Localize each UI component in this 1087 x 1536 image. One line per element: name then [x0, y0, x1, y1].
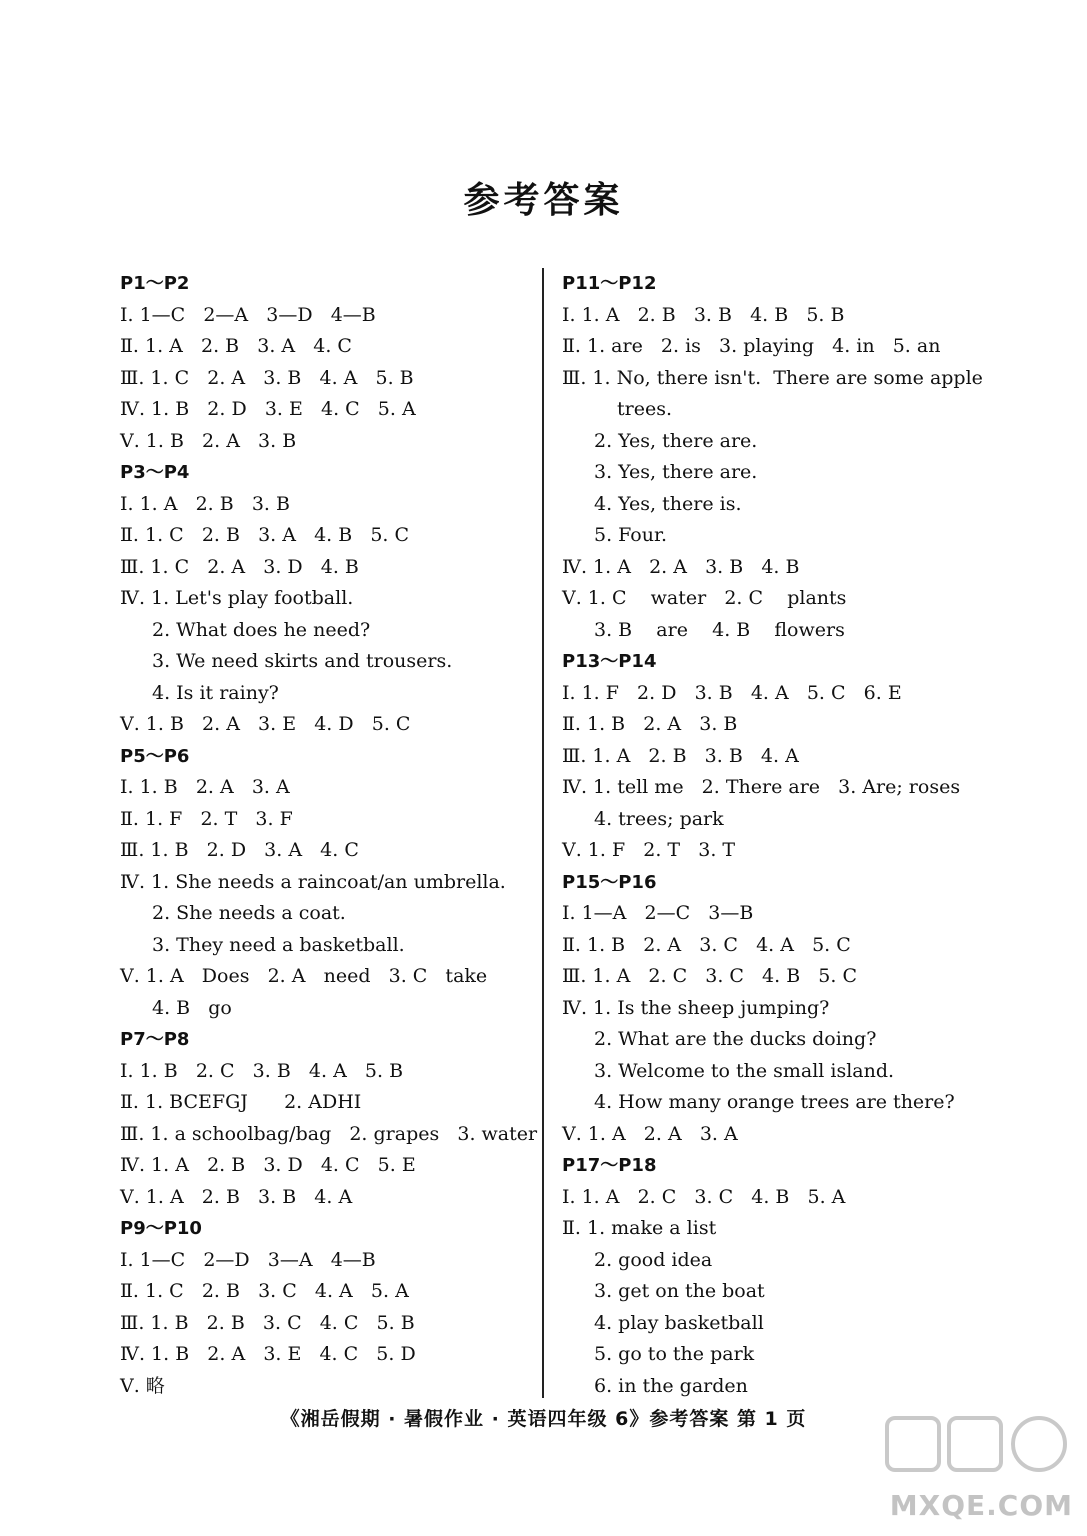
answer-line: 3. They need a basketball. [152, 933, 405, 956]
answer-line: Ⅳ. 1. A 2. A 3. B 4. B [562, 555, 800, 578]
answer-line: Ⅰ. 1. B 2. A 3. A [120, 776, 290, 798]
answer-line: Ⅴ. 1. F 2. T 3. T [562, 839, 736, 861]
answer-line: Ⅰ. 1—C 2—D 3—A 4—B [120, 1248, 376, 1271]
answer-line: Ⅴ. 1. C water 2. C plants [562, 587, 847, 609]
answer-line: Ⅴ. 1. A Does 2. A need 3. C take [120, 965, 488, 987]
answer-line: 2. She needs a coat. [152, 902, 346, 924]
answer-line: trees. [617, 398, 672, 420]
answer-line: 4. Yes, there is. [594, 492, 742, 515]
answer-line: Ⅳ. 1. A 2. B 3. D 4. C 5. E [120, 1154, 416, 1176]
answer-line: Ⅴ. 1. A 2. B 3. B 4. A [120, 1185, 353, 1208]
answer-line: 5. go to the park [594, 1343, 755, 1365]
answer-line: 3. get on the boat [594, 1280, 765, 1302]
column-divider [542, 268, 544, 1398]
answer-line: Ⅰ. 1. F 2. D 3. B 4. A 5. C 6. E [562, 681, 902, 704]
page-footer: 《湘岳假期 · 暑假作业 · 英语四年级 6》参考答案 第 1 页 [280, 1408, 807, 1430]
answer-line: 2. What does he need? [152, 618, 371, 641]
answer-line: Ⅰ. 1—A 2—C 3—B [562, 902, 754, 924]
answer-line: Ⅲ. 1. B 2. D 3. A 4. C [120, 839, 359, 861]
answer-line: 3. Welcome to the small island. [594, 1059, 895, 1082]
answer-line: 3. Yes, there are. [594, 461, 758, 483]
answer-line: Ⅰ. 1—C 2—A 3—D 4—B [120, 303, 376, 326]
section-heading: P13～P14 [562, 651, 657, 672]
section-heading: P17～P18 [562, 1155, 657, 1176]
answer-line: Ⅳ. 1. B 2. D 3. E 4. C 5. A [120, 398, 416, 420]
answer-line: Ⅱ. 1. are 2. is 3. playing 4. in 5. an [562, 335, 941, 357]
watermark-emblem-icon [883, 1412, 1073, 1492]
answer-line: Ⅱ. 1. B 2. A 3. B [562, 713, 738, 735]
answer-line: Ⅴ. 1. B 2. A 3. E 4. D 5. C [120, 713, 411, 735]
section-heading: P3～P4 [120, 462, 190, 483]
answer-line: Ⅴ. 1. B 2. A 3. B [120, 429, 297, 452]
answer-line: Ⅱ. 1. C 2. B 3. A 4. B 5. C [120, 524, 410, 546]
section-heading: P11～P12 [562, 273, 657, 294]
answer-column-right [562, 268, 982, 1402]
answer-line: Ⅰ. 1. A 2. B 3. B [120, 492, 290, 515]
answer-line: Ⅱ. 1. make a list [562, 1217, 717, 1239]
answer-line: Ⅰ. 1. B 2. C 3. B 4. A 5. B [120, 1059, 404, 1082]
section-heading: P1～P2 [120, 273, 190, 294]
answer-line: Ⅳ. 1. Let's play football. [120, 587, 354, 609]
answer-line: Ⅱ. 1. A 2. B 3. A 4. C [120, 335, 352, 357]
answer-line: 4. Is it rainy? [152, 681, 279, 704]
answer-line: Ⅲ. 1. A 2. B 3. B 4. A [562, 744, 799, 767]
watermark-text: MXQE.COM [889, 1489, 1073, 1522]
answer-line: Ⅰ. 1. A 2. B 3. B 4. B 5. B [562, 303, 845, 326]
answer-line: Ⅰ. 1. A 2. C 3. C 4. B 5. A [562, 1185, 846, 1208]
answer-line: Ⅳ. 1. tell me 2. There are 3. Are; roses [562, 776, 961, 798]
answer-line: 2. good idea [594, 1248, 713, 1271]
answer-line: 2. Yes, there are. [594, 429, 758, 452]
answer-line: Ⅴ. 略 [120, 1374, 165, 1397]
answer-line: Ⅲ. 1. A 2. C 3. C 4. B 5. C [562, 965, 858, 987]
answer-line: 4. play basketball [594, 1311, 764, 1334]
answer-line: Ⅱ. 1. B 2. A 3. C 4. A 5. C [562, 933, 851, 956]
answer-line: Ⅳ. 1. Is the sheep jumping? [562, 996, 830, 1019]
page-title: 参考答案 [463, 180, 624, 221]
answer-line: Ⅳ. 1. She needs a raincoat/an umbrella. [120, 870, 506, 893]
answer-line: Ⅲ. 1. C 2. A 3. D 4. B [120, 555, 359, 578]
answer-line: Ⅱ. 1. C 2. B 3. C 4. A 5. A [120, 1280, 409, 1302]
answer-line: Ⅲ. 1. B 2. B 3. C 4. C 5. B [120, 1311, 415, 1334]
answer-column-left [120, 268, 538, 1402]
answer-line: Ⅲ. 1. C 2. A 3. B 4. A 5. B [120, 366, 414, 389]
answer-line: 4. B go [152, 996, 232, 1019]
answer-line: Ⅴ. 1. A 2. A 3. A [562, 1122, 738, 1145]
answer-line: Ⅲ. 1. No, there isn't. There are some apple [562, 366, 983, 389]
section-heading: P9～P10 [120, 1218, 202, 1239]
answer-line: Ⅳ. 1. B 2. A 3. E 4. C 5. D [120, 1343, 416, 1365]
answer-line: 4. How many orange trees are there? [594, 1091, 955, 1113]
answer-line: Ⅱ. 1. BCEFGJ 2. ADHI [120, 1091, 362, 1113]
answer-line: 6. in the garden [594, 1374, 748, 1397]
section-heading: P15～P16 [562, 871, 657, 893]
answer-line: 5. Four. [594, 524, 668, 546]
section-heading: P5～P6 [120, 745, 190, 767]
section-heading: P7～P8 [120, 1029, 190, 1050]
answer-line: 3. We need skirts and trousers. [152, 650, 453, 672]
answer-line: 3. B are 4. B flowers [594, 618, 845, 641]
answer-line: 2. What are the ducks doing? [594, 1028, 877, 1050]
answer-line: 4. trees; park [594, 807, 724, 830]
answer-line: Ⅱ. 1. F 2. T 3. F [120, 807, 293, 830]
answer-line: Ⅲ. 1. a schoolbag/bag 2. grapes 3. water [120, 1122, 538, 1145]
watermark-logo [883, 1412, 1073, 1522]
